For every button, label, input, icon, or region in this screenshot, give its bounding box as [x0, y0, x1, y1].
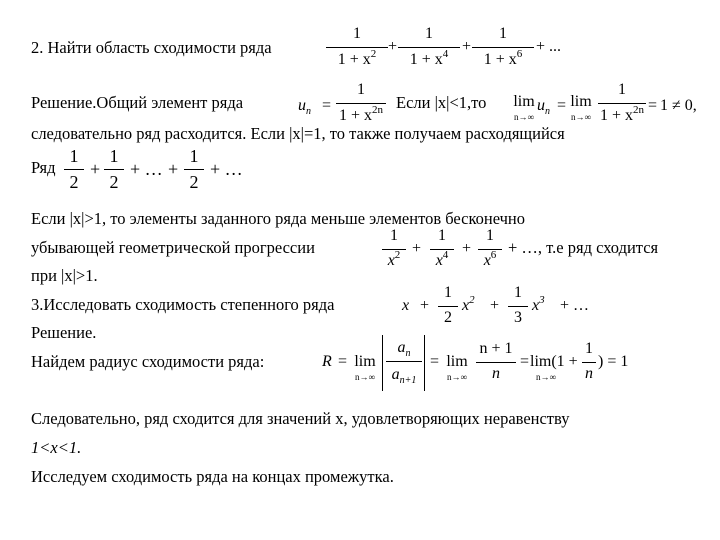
if-abs-lt1: Если |x|<1,то	[396, 93, 487, 112]
plus-sign: +	[168, 159, 179, 179]
radius-lim-3: lim(1 + n→∞	[530, 353, 578, 382]
problem-3-statement: 3.Исследовать сходимость степенного ряда	[31, 295, 335, 314]
series-ellipsis: + ...	[536, 38, 562, 55]
n-plus-1-over-n: n + 1 n	[476, 339, 516, 385]
geom-term-3: 1 $x^6$	[478, 226, 502, 272]
line-diverges: следовательно ряд расходится. Если |x|=1, то также получаем расходящийся	[31, 124, 565, 143]
equals-sign: =	[338, 353, 348, 370]
geom-term-1: 1 $x^2$	[382, 226, 406, 272]
limit-2: lim n→∞	[570, 93, 592, 122]
radius-result: ) = 1	[598, 353, 629, 370]
interval: 1<x<1.	[31, 438, 82, 457]
radius-lim-2: lim n→∞	[446, 353, 468, 382]
line-when: при |x|>1.	[31, 266, 98, 285]
ratio-fraction: $a_n$ $a_{n+1}$	[386, 337, 422, 387]
word-series: Ряд	[31, 158, 56, 177]
geom-term-2: 1 $x^4$	[430, 226, 454, 272]
general-term-fraction: 1 $1 + x^{2n}$	[336, 80, 386, 126]
series-dots: + …	[560, 297, 590, 314]
plus-sign: +	[388, 38, 398, 55]
half-2: 1 2	[104, 146, 124, 192]
plus-sign: +	[462, 240, 472, 257]
equals-sign: =	[430, 353, 440, 370]
radius-lim-1: lim n→∞	[354, 353, 376, 382]
geom-tail: + …, т.е ряд сходится	[508, 238, 659, 257]
endpoints: Исследуем сходимость ряда на концах промежутка.	[31, 467, 394, 486]
conclusion: Следовательно, ряд сходится для значений x, удовлетворяющих неравенству	[31, 409, 570, 428]
half-1: 1 2	[64, 146, 84, 192]
one-over-n: 1 n	[582, 339, 596, 385]
line-geom: убывающей геометрической прогрессии	[31, 238, 315, 257]
plus-sign: +	[490, 297, 500, 314]
series-term-3: 1 $1 + x^6$	[472, 24, 534, 70]
solution-label: Решение.	[31, 323, 97, 342]
equals-sign: =	[557, 97, 567, 114]
abs-bar-left	[382, 335, 383, 391]
problem-2-statement: 2. Найти область сходимости ряда	[31, 38, 272, 57]
plus-sign: +	[412, 240, 422, 257]
series-dots: + …	[130, 159, 163, 179]
limit-u: $u_n$	[537, 97, 550, 117]
solution-intro: Решение.Общий элемент ряда	[31, 93, 244, 112]
power-series-half: 1 2	[438, 283, 458, 329]
limit-result: 1 ≠ 0,	[660, 97, 697, 114]
equals-sign: =	[520, 353, 530, 370]
plus-sign: +	[420, 297, 430, 314]
half-n: 1 2	[184, 146, 204, 192]
equals-sign: =	[648, 97, 658, 114]
radius-intro: Найдем радиус сходимости ряда:	[31, 352, 265, 371]
equals-sign: =	[322, 97, 332, 114]
limit-fraction: 1 $1 + x^{2n}$	[599, 81, 645, 124]
power-series-third: 1 3	[508, 283, 528, 329]
general-term-u: $u_n$	[298, 97, 311, 117]
abs-bar-right	[424, 335, 425, 391]
line-gt1: Если |x|>1, то элементы заданного ряда меньше элементов бесконечно	[31, 209, 526, 228]
plus-sign: +	[462, 38, 472, 55]
series-term-2: 1 $1 + x^4$	[398, 24, 460, 70]
radius-R: R	[322, 353, 332, 370]
plus-sign: +	[90, 159, 101, 179]
limit-1: lim n→∞	[513, 93, 535, 122]
series-dots: + …	[210, 159, 243, 179]
power-series-x: x	[402, 297, 410, 314]
series-term-1: 1 $1 + x^2$	[326, 24, 388, 70]
